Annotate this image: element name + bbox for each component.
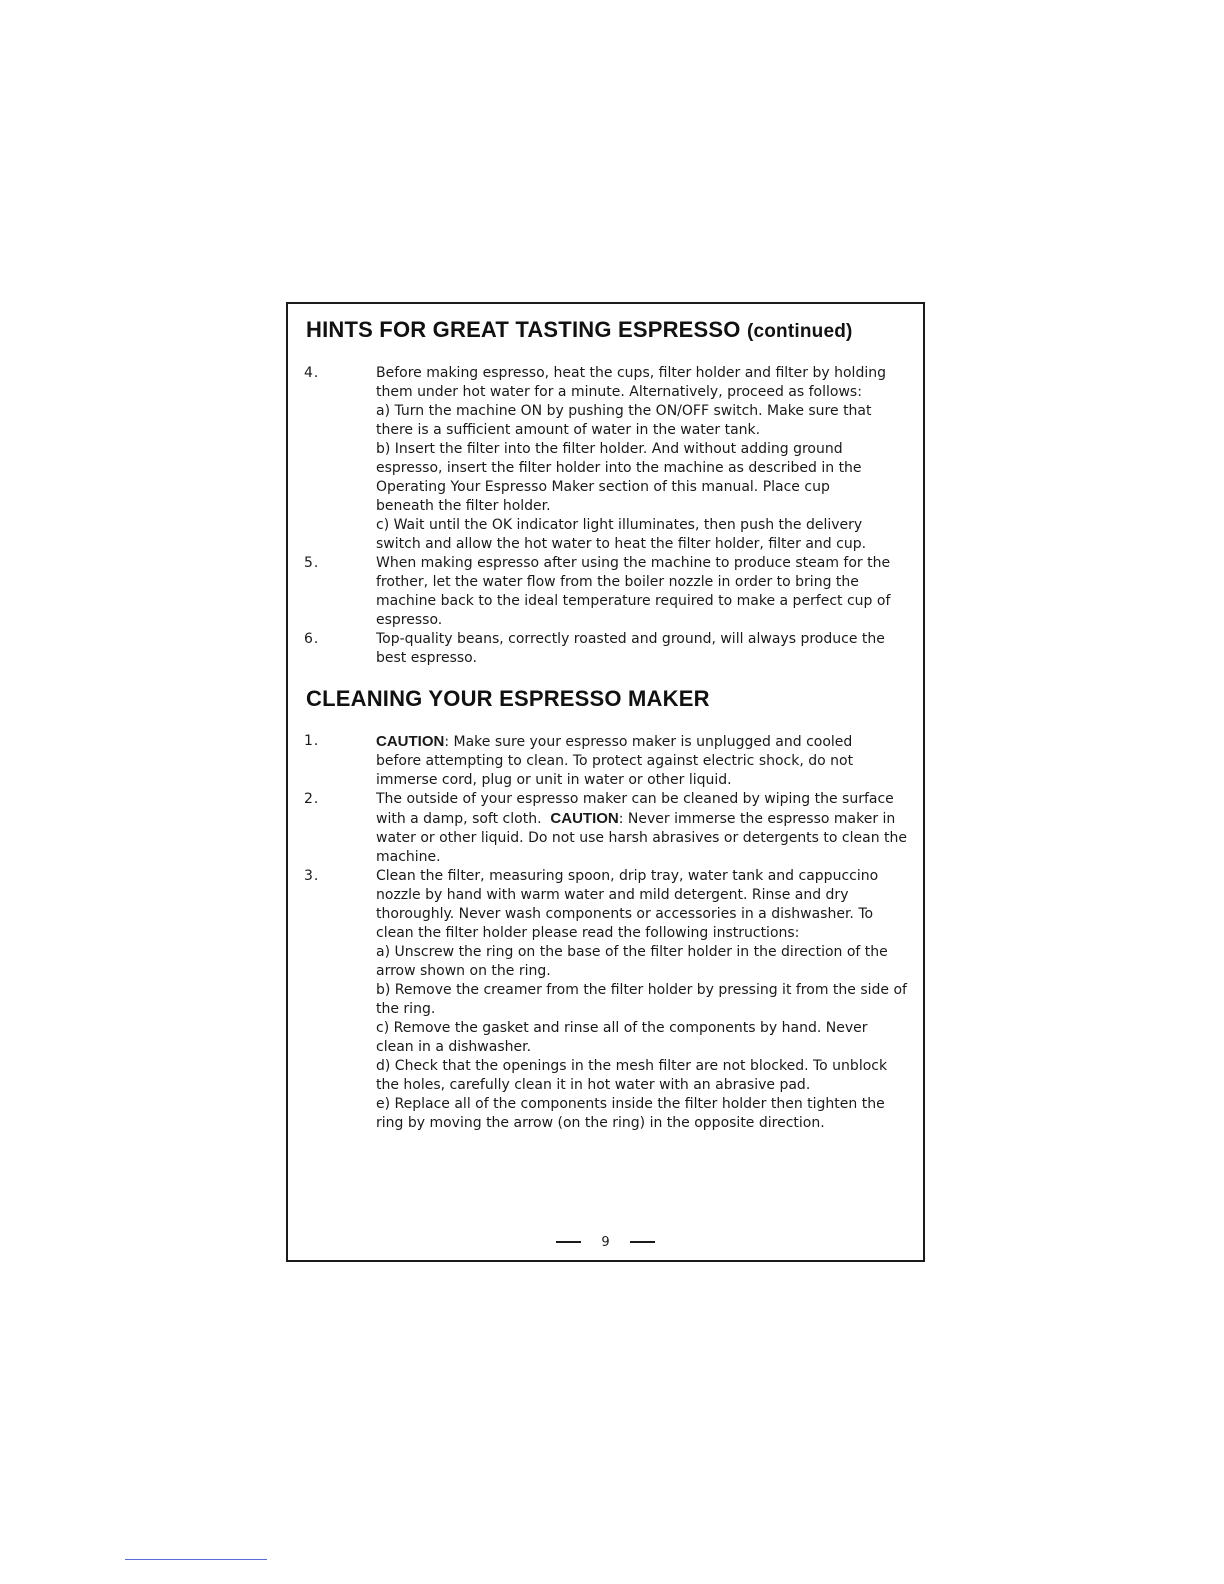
caution-label: CAUTION — [376, 733, 445, 750]
cleaning-heading: CLEANING YOUR ESPRESSO MAKER — [306, 686, 710, 711]
item-number: 3. — [304, 868, 320, 884]
caution-label: CAUTION — [550, 810, 619, 827]
item-number: 5. — [304, 555, 320, 571]
item-line: machine back to the ideal temperature required to make a perfect cup of — [376, 593, 891, 609]
item-line: c) Remove the gasket and rinse all of the components by hand. Never — [376, 1020, 868, 1036]
item-line: nozzle by hand with warm water and mild detergent. Rinse and dry — [376, 887, 849, 903]
item-line: b) Insert the filter into the filter holder. And without adding ground — [376, 441, 843, 457]
item-line: espresso. — [376, 612, 443, 628]
cleaning-list — [288, 732, 923, 1133]
list-item — [288, 364, 923, 554]
item-line: before attempting to clean. To protect against electric shock, do not — [376, 753, 854, 769]
item-line: water or other liquid. Do not use harsh abrasives or detergents to clean the — [376, 830, 908, 846]
page-footer — [288, 1232, 923, 1252]
item-line: immerse cord, plug or unit in water or other liquid. — [376, 772, 732, 788]
list-item — [288, 554, 923, 630]
page-frame — [286, 302, 925, 1262]
item-line: ring by moving the arrow (on the ring) in the opposite direction. — [376, 1115, 825, 1131]
bottom-rule — [125, 1559, 267, 1560]
item-line: a) Turn the machine ON by pushing the ON/OFF switch. Make sure that — [376, 403, 872, 419]
line-text: : Never immerse the espresso maker in — [618, 811, 896, 827]
item-line: clean in a dishwasher. — [376, 1039, 532, 1055]
item-line: Operating Your Espresso Maker section of this manual. Place cup — [376, 479, 830, 495]
hints-heading — [306, 317, 853, 343]
item-number: 1. — [304, 733, 320, 749]
hints-title: HINTS FOR GREAT TASTING ESPRESSO — [306, 317, 741, 342]
item-line: thoroughly. Never wash components or accessories in a dishwasher. To — [376, 906, 874, 922]
line-text: with a damp, soft cloth. — [376, 811, 551, 827]
item-line: machine. — [376, 849, 441, 865]
caution-text: : Make sure your espresso maker is unplugged and cooled — [444, 734, 853, 750]
item-number: 2. — [304, 791, 320, 807]
item-line: frother, let the water flow from the boiler nozzle in order to bring the — [376, 574, 859, 590]
item-number: 6. — [304, 631, 320, 647]
item-line: beneath the filter holder. — [376, 498, 551, 514]
item-line: the holes, carefully clean it in hot water with an abrasive pad. — [376, 1077, 811, 1093]
item-line: e) Replace all of the components inside the filter holder then tighten the — [376, 1096, 885, 1112]
footer-dash-right — [630, 1241, 655, 1243]
item-line: Top-quality beans, correctly roasted and ground, will always produce the — [376, 631, 885, 647]
list-item — [288, 732, 923, 790]
item-line: switch and allow the hot water to heat the filter holder, filter and cup. — [376, 536, 867, 552]
item-line — [376, 732, 923, 752]
item-line: the ring. — [376, 1001, 436, 1017]
item-number: 4. — [304, 365, 320, 381]
item-line: c) Wait until the OK indicator light illuminates, then push the delivery — [376, 517, 863, 533]
footer-dash-left — [556, 1241, 581, 1243]
item-line — [376, 809, 923, 829]
list-item — [288, 867, 923, 1133]
item-line: a) Unscrew the ring on the base of the filter holder in the direction of the — [376, 944, 888, 960]
item-line: Clean the filter, measuring spoon, drip tray, water tank and cappuccino — [376, 868, 879, 884]
item-line: there is a sufficient amount of water in the water tank. — [376, 422, 761, 438]
item-line: best espresso. — [376, 650, 477, 666]
page-number: 9 — [601, 1234, 610, 1250]
item-line: When making espresso after using the machine to produce steam for the — [376, 555, 891, 571]
item-line: The outside of your espresso maker can be cleaned by wiping the surface — [376, 791, 894, 807]
item-line: d) Check that the openings in the mesh filter are not blocked. To unblock — [376, 1058, 888, 1074]
hints-title-suffix: (continued) — [746, 321, 853, 342]
hints-list — [288, 364, 923, 668]
item-line: Before making espresso, heat the cups, filter holder and filter by holding — [376, 365, 886, 381]
item-line: them under hot water for a minute. Alternatively, proceed as follows: — [376, 384, 862, 400]
list-item — [288, 630, 923, 668]
item-line: espresso, insert the filter holder into the machine as described in the — [376, 460, 862, 476]
list-item — [288, 790, 923, 867]
item-line: b) Remove the creamer from the filter holder by pressing it from the side of — [376, 982, 907, 998]
item-line: arrow shown on the ring. — [376, 963, 551, 979]
item-line: clean the filter holder please read the following instructions: — [376, 925, 800, 941]
